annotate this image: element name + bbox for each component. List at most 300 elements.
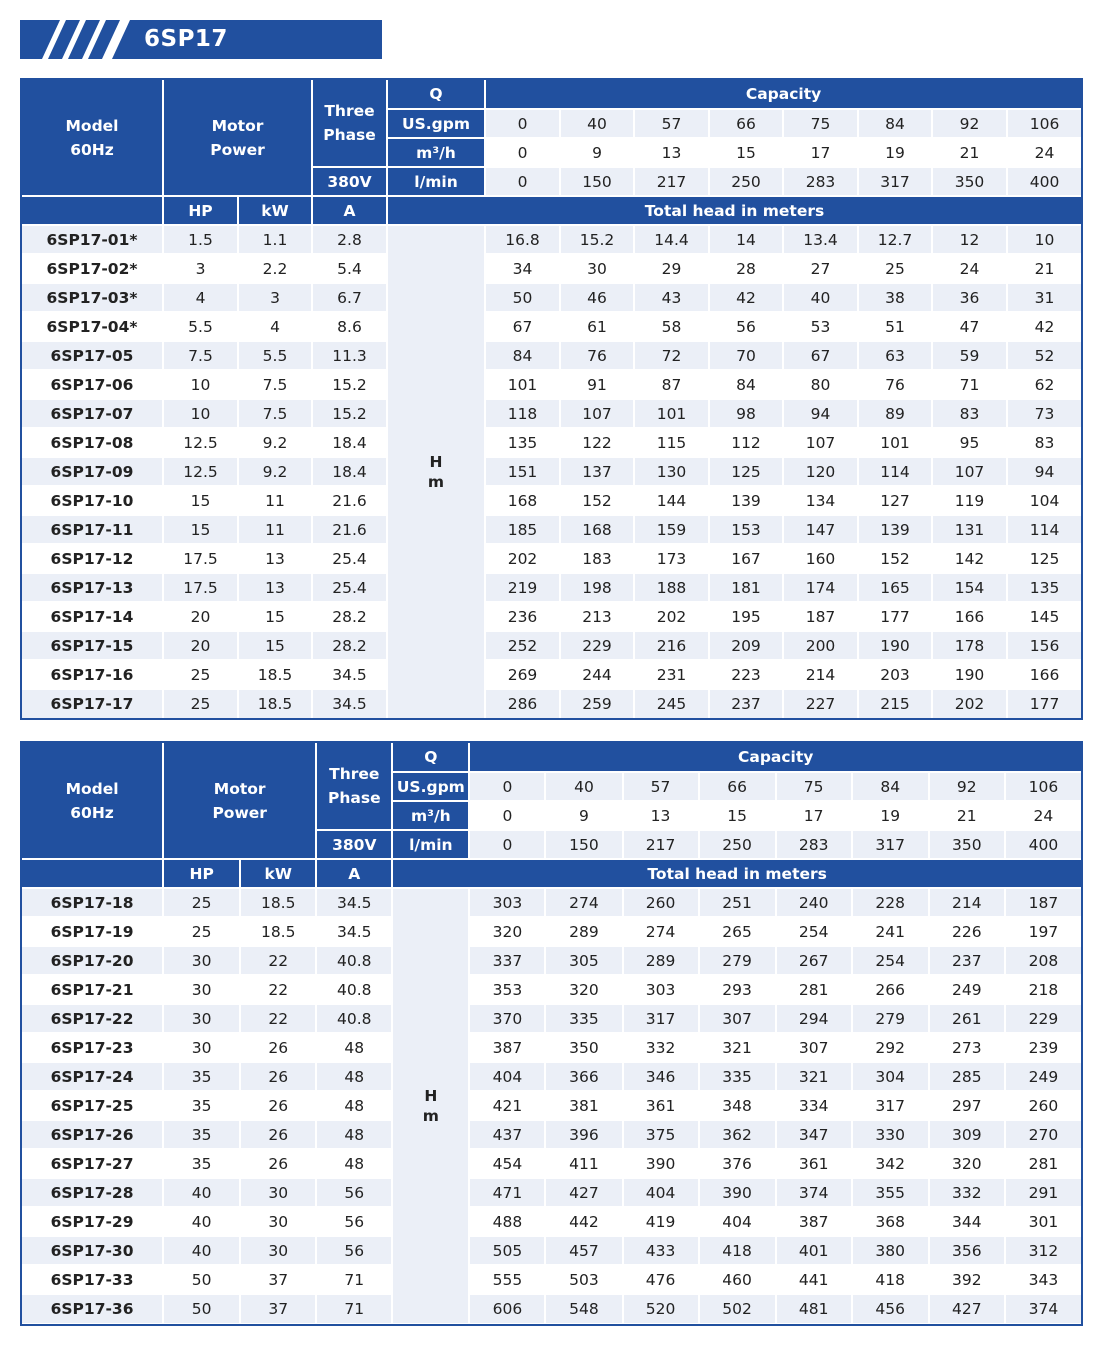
head-value-cell: 307 xyxy=(699,1004,776,1033)
head-unit-h: H xyxy=(429,453,443,471)
amp-cell: 56 xyxy=(316,1236,392,1265)
head-value-cell: 239 xyxy=(1005,1033,1081,1062)
kw-cell: 37 xyxy=(240,1265,316,1294)
head-value-cell: 353 xyxy=(469,975,545,1004)
capacity-value: 75 xyxy=(776,772,852,801)
head-value-cell: 89 xyxy=(858,399,932,428)
head-unit-m: m xyxy=(427,473,445,491)
head-value-cell: 548 xyxy=(545,1294,622,1323)
head-value-cell: 168 xyxy=(485,486,560,515)
head-value-cell: 289 xyxy=(545,917,622,946)
head-value-cell: 606 xyxy=(469,1294,545,1323)
kw-cell: 9.2 xyxy=(238,428,312,457)
head-value-cell: 187 xyxy=(1005,888,1081,917)
head-value-cell: 104 xyxy=(1007,486,1081,515)
head-value-cell: 376 xyxy=(699,1149,776,1178)
table-1 xyxy=(22,80,1081,718)
head-value-cell: 50 xyxy=(485,283,560,312)
amp-cell: 15.2 xyxy=(312,370,387,399)
hp-cell: 40 xyxy=(163,1207,240,1236)
head-value-cell: 31 xyxy=(1007,283,1081,312)
head-value-cell: 260 xyxy=(1005,1091,1081,1120)
capacity-value: 217 xyxy=(634,167,709,196)
head-value-cell: 334 xyxy=(776,1091,852,1120)
head-value-cell: 355 xyxy=(852,1178,929,1207)
head-value-cell: 202 xyxy=(634,602,709,631)
kw-cell: 2.2 xyxy=(238,254,312,283)
head-value-cell: 361 xyxy=(776,1149,852,1178)
head-value-cell: 254 xyxy=(852,946,929,975)
model-cell: 6SP17-12 xyxy=(22,544,163,573)
table-row xyxy=(22,1294,1081,1323)
capacity-value: 92 xyxy=(932,109,1007,138)
head-value-cell: 173 xyxy=(634,544,709,573)
hp-cell: 35 xyxy=(163,1120,240,1149)
head-value-cell: 291 xyxy=(1005,1178,1081,1207)
table-row xyxy=(22,312,1081,341)
amp-cell: 40.8 xyxy=(316,975,392,1004)
head-value-cell: 237 xyxy=(929,946,1005,975)
head-value-cell: 317 xyxy=(623,1004,699,1033)
hp-cell: 10 xyxy=(163,370,238,399)
amp-cell: 48 xyxy=(316,1120,392,1149)
amp-cell: 48 xyxy=(316,1149,392,1178)
model-cell: 6SP17-13 xyxy=(22,573,163,602)
head-value-cell: 213 xyxy=(560,602,634,631)
head-value-cell: 285 xyxy=(929,1062,1005,1091)
freq-label: 60Hz xyxy=(70,803,114,822)
head-value-cell: 72 xyxy=(634,341,709,370)
table-row xyxy=(22,689,1081,718)
hp-cell: 40 xyxy=(163,1236,240,1265)
amp-cell: 2.8 xyxy=(312,225,387,254)
head-value-cell: 404 xyxy=(699,1207,776,1236)
head-value-cell: 226 xyxy=(929,917,1005,946)
head-value-cell: 10 xyxy=(1007,225,1081,254)
head-value-cell: 107 xyxy=(783,428,858,457)
performance-table-2 xyxy=(20,741,1083,1326)
head-value-cell: 130 xyxy=(634,457,709,486)
head-value-cell: 344 xyxy=(929,1207,1005,1236)
kw-cell: 18.5 xyxy=(240,917,316,946)
head-value-cell: 335 xyxy=(545,1004,622,1033)
hp-cell: 3 xyxy=(163,254,238,283)
head-value-cell: 139 xyxy=(858,515,932,544)
head-value-cell: 98 xyxy=(709,399,783,428)
model-cell: 6SP17-06 xyxy=(22,370,163,399)
table-row xyxy=(22,341,1081,370)
table-1-body xyxy=(22,225,1081,718)
head-value-cell: 427 xyxy=(929,1294,1005,1323)
table-row xyxy=(22,399,1081,428)
head-value-cell: 101 xyxy=(634,399,709,428)
usgpm-label: US.gpm xyxy=(392,772,469,801)
head-value-cell: 418 xyxy=(699,1236,776,1265)
kw-cell: 1.1 xyxy=(238,225,312,254)
head-value-cell: 101 xyxy=(485,370,560,399)
performance-table-1 xyxy=(20,78,1083,720)
table-row xyxy=(22,544,1081,573)
head-value-cell: 437 xyxy=(469,1120,545,1149)
head-value-cell: 195 xyxy=(709,602,783,631)
head-value-cell: 421 xyxy=(469,1091,545,1120)
motor-label: Motor xyxy=(211,116,264,135)
hp-cell: 50 xyxy=(163,1294,240,1323)
capacity-value: 217 xyxy=(623,830,699,859)
table-row xyxy=(22,1062,1081,1091)
model-cell: 6SP17-20 xyxy=(22,946,163,975)
amp-cell: 28.2 xyxy=(312,631,387,660)
head-value-cell: 177 xyxy=(1007,689,1081,718)
hp-cell: 12.5 xyxy=(163,457,238,486)
head-value-cell: 168 xyxy=(560,515,634,544)
capacity-value: 9 xyxy=(545,801,622,830)
capacity-value: 19 xyxy=(858,138,932,167)
head-value-cell: 346 xyxy=(623,1062,699,1091)
amp-cell: 15.2 xyxy=(312,399,387,428)
head-value-cell: 114 xyxy=(1007,515,1081,544)
table-row xyxy=(22,1004,1081,1033)
head-value-cell: 404 xyxy=(469,1062,545,1091)
kw-cell: 7.5 xyxy=(238,370,312,399)
head-value-cell: 63 xyxy=(858,341,932,370)
head-value-cell: 456 xyxy=(852,1294,929,1323)
hp-cell: 50 xyxy=(163,1265,240,1294)
head-value-cell: 152 xyxy=(560,486,634,515)
head-value-cell: 21 xyxy=(1007,254,1081,283)
head-value-cell: 249 xyxy=(929,975,1005,1004)
head-value-cell: 320 xyxy=(929,1149,1005,1178)
head-value-cell: 13.4 xyxy=(783,225,858,254)
head-value-cell: 119 xyxy=(932,486,1007,515)
head-value-cell: 281 xyxy=(1005,1149,1081,1178)
amp-cell: 21.6 xyxy=(312,515,387,544)
capacity-value: 57 xyxy=(634,109,709,138)
head-value-cell: 392 xyxy=(929,1265,1005,1294)
head-value-cell: 197 xyxy=(1005,917,1081,946)
capacity-value: 17 xyxy=(776,801,852,830)
head-value-cell: 390 xyxy=(699,1178,776,1207)
hp-cell: 10 xyxy=(163,399,238,428)
hp-cell: 1.5 xyxy=(163,225,238,254)
amp-cell: 34.5 xyxy=(312,660,387,689)
m3h-label: m³/h xyxy=(392,801,469,830)
capacity-value: 13 xyxy=(634,138,709,167)
model-cell: 6SP17-07 xyxy=(22,399,163,428)
capacity-value: 250 xyxy=(699,830,776,859)
table-row xyxy=(22,283,1081,312)
head-value-cell: 214 xyxy=(929,888,1005,917)
head-value-cell: 251 xyxy=(699,888,776,917)
head-value-cell: 127 xyxy=(858,486,932,515)
capacity-value: 0 xyxy=(469,772,545,801)
head-value-cell: 214 xyxy=(783,660,858,689)
head-value-cell: 229 xyxy=(1005,1004,1081,1033)
table-row xyxy=(22,631,1081,660)
capacity-value: 57 xyxy=(623,772,699,801)
hp-cell: 30 xyxy=(163,1033,240,1062)
capacity-value: 150 xyxy=(560,167,634,196)
amp-cell: 8.6 xyxy=(312,312,387,341)
kw-cell: 18.5 xyxy=(238,689,312,718)
head-value-cell: 135 xyxy=(1007,573,1081,602)
head-value-cell: 46 xyxy=(560,283,634,312)
hp-cell: 35 xyxy=(163,1149,240,1178)
m3h-label: m³/h xyxy=(387,138,485,167)
amp-cell: 18.4 xyxy=(312,457,387,486)
hp-cell: 17.5 xyxy=(163,544,238,573)
head-value-cell: 361 xyxy=(623,1091,699,1120)
head-value-cell: 228 xyxy=(852,888,929,917)
head-value-cell: 303 xyxy=(623,975,699,1004)
head-value-cell: 61 xyxy=(560,312,634,341)
head-value-cell: 202 xyxy=(485,544,560,573)
head-value-cell: 58 xyxy=(634,312,709,341)
capacity-value: 0 xyxy=(469,830,545,859)
capacity-value: 24 xyxy=(1005,801,1081,830)
kw-cell: 3 xyxy=(238,283,312,312)
model-label: Model xyxy=(65,779,119,798)
q-header: Q xyxy=(387,80,485,109)
head-value-cell: 147 xyxy=(783,515,858,544)
head-value-cell: 198 xyxy=(560,573,634,602)
head-value-cell: 219 xyxy=(485,573,560,602)
amp-cell: 28.2 xyxy=(312,602,387,631)
head-value-cell: 166 xyxy=(932,602,1007,631)
head-value-cell: 289 xyxy=(623,946,699,975)
kw-cell: 13 xyxy=(238,573,312,602)
head-value-cell: 317 xyxy=(852,1091,929,1120)
head-value-cell: 231 xyxy=(634,660,709,689)
head-value-cell: 174 xyxy=(783,573,858,602)
model-cell: 6SP17-28 xyxy=(22,1178,163,1207)
capacity-value: 40 xyxy=(560,109,634,138)
head-value-cell: 139 xyxy=(709,486,783,515)
head-unit-h: H xyxy=(424,1087,438,1105)
head-value-cell: 476 xyxy=(623,1265,699,1294)
capacity-value: 0 xyxy=(485,138,560,167)
table-row xyxy=(22,1120,1081,1149)
amp-cell: 48 xyxy=(316,1062,392,1091)
head-value-cell: 505 xyxy=(469,1236,545,1265)
hp-cell: 15 xyxy=(163,515,238,544)
head-value-cell: 368 xyxy=(852,1207,929,1236)
model-cell: 6SP17-25 xyxy=(22,1091,163,1120)
amp-cell: 56 xyxy=(316,1207,392,1236)
table-row xyxy=(22,370,1081,399)
head-value-cell: 245 xyxy=(634,689,709,718)
amp-cell: 71 xyxy=(316,1294,392,1323)
model-cell: 6SP17-30 xyxy=(22,1236,163,1265)
head-value-cell: 223 xyxy=(709,660,783,689)
head-value-cell: 12.7 xyxy=(858,225,932,254)
capacity-value: 0 xyxy=(485,109,560,138)
table-row xyxy=(22,888,1081,917)
voltage-label: 380V xyxy=(312,167,387,196)
hp-cell: 30 xyxy=(163,1004,240,1033)
head-value-cell: 144 xyxy=(634,486,709,515)
table-row xyxy=(22,917,1081,946)
amp-cell: 34.5 xyxy=(312,689,387,718)
model-header xyxy=(22,80,163,196)
capacity-value: 19 xyxy=(852,801,929,830)
head-value-cell: 411 xyxy=(545,1149,622,1178)
head-value-cell: 159 xyxy=(634,515,709,544)
freq-label: 60Hz xyxy=(70,140,114,159)
head-value-cell: 203 xyxy=(858,660,932,689)
total-head-header: Total head in meters xyxy=(392,859,1081,888)
head-value-cell: 281 xyxy=(776,975,852,1004)
table-2 xyxy=(22,743,1081,1323)
hp-cell: 35 xyxy=(163,1062,240,1091)
head-value-cell: 343 xyxy=(1005,1265,1081,1294)
amp-cell: 25.4 xyxy=(312,544,387,573)
amp-cell: 25.4 xyxy=(312,573,387,602)
head-value-cell: 335 xyxy=(699,1062,776,1091)
table-row xyxy=(22,225,1081,254)
head-value-cell: 236 xyxy=(485,602,560,631)
head-value-cell: 190 xyxy=(932,660,1007,689)
capacity-value: 84 xyxy=(858,109,932,138)
head-value-cell: 42 xyxy=(1007,312,1081,341)
model-cell: 6SP17-14 xyxy=(22,602,163,631)
hp-cell: 20 xyxy=(163,602,238,631)
head-value-cell: 260 xyxy=(623,888,699,917)
head-value-cell: 134 xyxy=(783,486,858,515)
hp-cell: 25 xyxy=(163,888,240,917)
head-value-cell: 342 xyxy=(852,1149,929,1178)
head-value-cell: 16.8 xyxy=(485,225,560,254)
head-value-cell: 273 xyxy=(929,1033,1005,1062)
hp-cell: 12.5 xyxy=(163,428,238,457)
head-value-cell: 321 xyxy=(776,1062,852,1091)
head-value-cell: 188 xyxy=(634,573,709,602)
head-value-cell: 183 xyxy=(560,544,634,573)
head-value-cell: 27 xyxy=(783,254,858,283)
lmin-label: l/min xyxy=(392,830,469,859)
amp-cell: 6.7 xyxy=(312,283,387,312)
kw-cell: 30 xyxy=(240,1236,316,1265)
head-value-cell: 240 xyxy=(776,888,852,917)
amp-cell: 40.8 xyxy=(316,1004,392,1033)
lmin-label: l/min xyxy=(387,167,485,196)
kw-cell: 9.2 xyxy=(238,457,312,486)
kw-cell: 5.5 xyxy=(238,341,312,370)
head-value-cell: 303 xyxy=(469,888,545,917)
table-row xyxy=(22,1091,1081,1120)
head-value-cell: 152 xyxy=(858,544,932,573)
head-value-cell: 374 xyxy=(776,1178,852,1207)
page-title: 6SP17 xyxy=(144,26,228,52)
hp-cell: 15 xyxy=(163,486,238,515)
head-value-cell: 190 xyxy=(858,631,932,660)
capacity-value: 15 xyxy=(699,801,776,830)
head-value-cell: 107 xyxy=(560,399,634,428)
kw-cell: 26 xyxy=(240,1120,316,1149)
kw-header: kW xyxy=(238,196,312,225)
head-value-cell: 520 xyxy=(623,1294,699,1323)
head-value-cell: 73 xyxy=(1007,399,1081,428)
kw-cell: 15 xyxy=(238,602,312,631)
head-value-cell: 266 xyxy=(852,975,929,1004)
head-value-cell: 279 xyxy=(699,946,776,975)
head-value-cell: 42 xyxy=(709,283,783,312)
kw-cell: 4 xyxy=(238,312,312,341)
head-value-cell: 151 xyxy=(485,457,560,486)
head-value-cell: 297 xyxy=(929,1091,1005,1120)
capacity-value: 0 xyxy=(485,167,560,196)
kw-cell: 18.5 xyxy=(240,888,316,917)
head-value-cell: 208 xyxy=(1005,946,1081,975)
head-value-cell: 125 xyxy=(709,457,783,486)
table-row xyxy=(22,1178,1081,1207)
head-value-cell: 244 xyxy=(560,660,634,689)
kw-cell: 26 xyxy=(240,1149,316,1178)
amp-cell: 56 xyxy=(316,1178,392,1207)
head-value-cell: 125 xyxy=(1007,544,1081,573)
head-value-cell: 337 xyxy=(469,946,545,975)
head-value-cell: 71 xyxy=(932,370,1007,399)
head-unit-m: m xyxy=(422,1107,439,1125)
table-row xyxy=(22,1265,1081,1294)
blank-header-cell xyxy=(22,859,163,888)
head-value-cell: 374 xyxy=(1005,1294,1081,1323)
head-value-cell: 375 xyxy=(623,1120,699,1149)
head-value-cell: 178 xyxy=(932,631,1007,660)
head-value-cell: 387 xyxy=(776,1207,852,1236)
model-cell: 6SP17-21 xyxy=(22,975,163,1004)
model-cell: 6SP17-09 xyxy=(22,457,163,486)
model-cell: 6SP17-04* xyxy=(22,312,163,341)
table-2-body xyxy=(22,888,1081,1323)
capacity-value: 66 xyxy=(699,772,776,801)
kw-cell: 11 xyxy=(238,486,312,515)
table-row xyxy=(22,1207,1081,1236)
head-value-cell: 312 xyxy=(1005,1236,1081,1265)
head-value-cell: 502 xyxy=(699,1294,776,1323)
head-value-cell: 347 xyxy=(776,1120,852,1149)
capacity-value: 21 xyxy=(932,138,1007,167)
head-value-cell: 137 xyxy=(560,457,634,486)
model-cell: 6SP17-36 xyxy=(22,1294,163,1323)
capacity-value: 150 xyxy=(545,830,622,859)
capacity-value: 350 xyxy=(929,830,1005,859)
head-value-cell: 156 xyxy=(1007,631,1081,660)
head-value-cell: 15.2 xyxy=(560,225,634,254)
model-cell: 6SP17-10 xyxy=(22,486,163,515)
head-value-cell: 301 xyxy=(1005,1207,1081,1236)
total-head-header: Total head in meters xyxy=(387,196,1081,225)
table-row xyxy=(22,975,1081,1004)
capacity-value: 0 xyxy=(469,801,545,830)
head-value-cell: 118 xyxy=(485,399,560,428)
capacity-value: 106 xyxy=(1007,109,1081,138)
head-value-cell: 29 xyxy=(634,254,709,283)
title-bar xyxy=(20,20,382,59)
model-cell: 6SP17-29 xyxy=(22,1207,163,1236)
head-value-cell: 59 xyxy=(932,341,1007,370)
head-value-cell: 25 xyxy=(858,254,932,283)
head-value-cell: 83 xyxy=(932,399,1007,428)
head-value-cell: 51 xyxy=(858,312,932,341)
motor-power-header xyxy=(163,743,316,859)
head-value-cell: 442 xyxy=(545,1207,622,1236)
kw-cell: 22 xyxy=(240,946,316,975)
hp-cell: 25 xyxy=(163,660,238,689)
head-value-cell: 396 xyxy=(545,1120,622,1149)
head-value-cell: 332 xyxy=(623,1033,699,1062)
blank-header-cell xyxy=(22,196,163,225)
